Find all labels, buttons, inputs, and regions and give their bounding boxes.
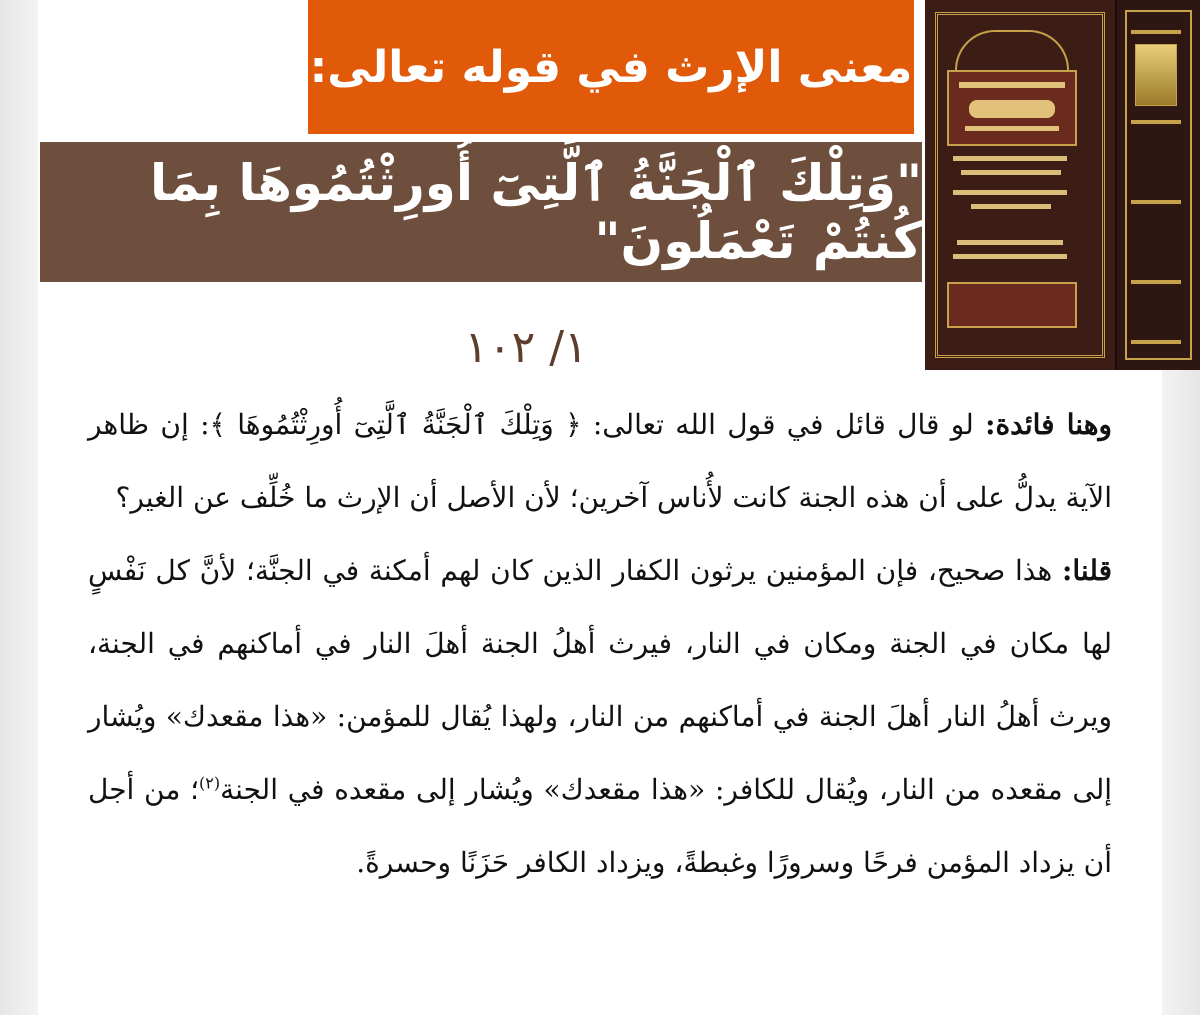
paragraph-text: لو قال قائل في قول الله تعالى: ﴿ وَتِلْكَ ٱلْجَنَّةُ ٱلَّتِىٓ أُورِثْتُمُوهَا ﴾: إن ظاهر الآية يدلُّ على أن هذه الجنة كانت لأُناس آخرين؛ لأن الأصل أن الإرث ما خُلِّف عن الغير؟ xyxy=(88,408,1112,514)
page-title: معنى الإرث في قوله تعالى: xyxy=(309,41,913,93)
paragraph-text-end: ؛ من أجل أن يزداد المؤمن فرحًا وسرورًا وغبطةً، ويزداد الكافر حَزَنًا وحسرةً. xyxy=(88,773,1112,879)
title-banner xyxy=(308,0,914,134)
book-cover-icon xyxy=(925,0,1200,370)
body-text xyxy=(88,388,1112,899)
page-left-margin xyxy=(0,0,38,1015)
paragraph-question xyxy=(88,388,1112,534)
book-spine xyxy=(1117,0,1200,370)
paragraph-lead: وهنا فائدة: xyxy=(985,408,1112,441)
paragraph-lead: قلنا: xyxy=(1062,554,1112,587)
paragraph-text: هذا صحيح، فإن المؤمنين يرثون الكفار الذين كان لهم أمكنة في الجنَّة؛ لأنَّ كل نَفْسٍ لها مكان في الجنة ومكان في النار، فيرث أهلُ الجنة أهلَ النار في أماكنهم في الجنة، ويرث أهلُ النار أهلَ الجنة في أماكنهم من النار، ولهذا يُقال للمؤمن: «هذا مقعدك» ويُشار إلى مقعده من النار، ويُقال للكافر: «هذا مقعدك» ويُشار إلى مقعده في الجنة xyxy=(88,554,1113,806)
page-reference: ١/ ١٠٢ xyxy=(464,322,588,373)
page-right-margin xyxy=(1162,370,1200,1015)
paragraph-answer xyxy=(88,534,1112,899)
book-front-cover xyxy=(925,0,1117,370)
verse-text: "وَتِلْكَ ٱلْجَنَّةُ ٱلَّتِىٓ أُورِثْتُمُوهَا بِمَا كُنتُمْ تَعْمَلُونَ" xyxy=(150,154,922,270)
verse-banner xyxy=(40,142,922,282)
footnote-marker: (٢) xyxy=(199,773,221,793)
